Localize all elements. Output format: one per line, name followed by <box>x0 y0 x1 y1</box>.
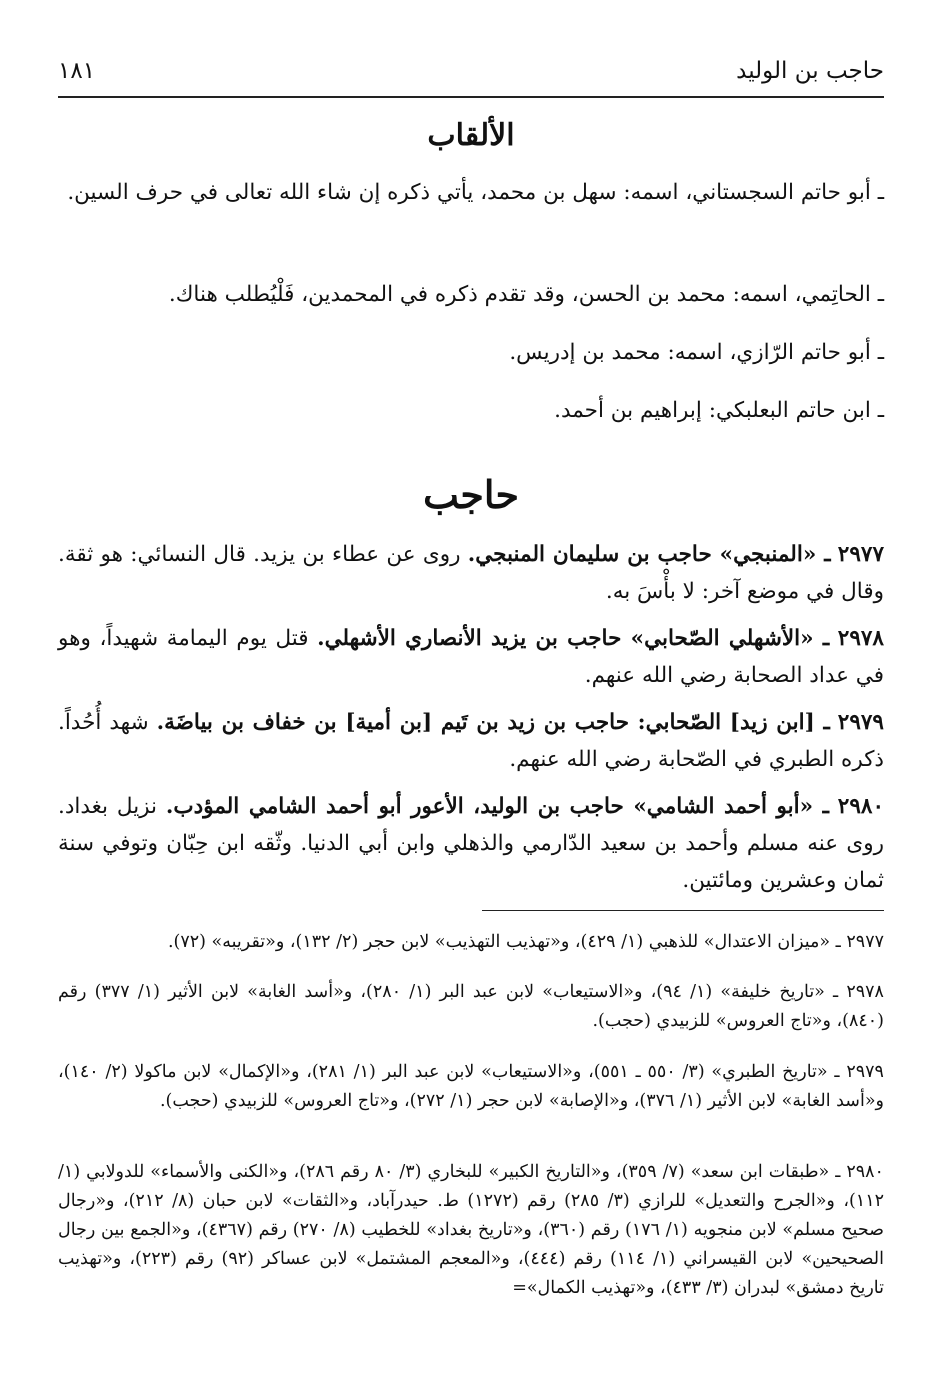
footnote <box>58 928 884 957</box>
entry-number: ٢٩٧٩ <box>837 710 884 735</box>
entry-text: نزيل بغداد. روى عنه مسلم وأحمد بن سعيد الدّارمي والذهلي وابن أبي الدنيا. وثّقه ابن حِبّان وتوفي سنة ثمان وعشرين ومائتين. <box>58 794 884 893</box>
footnote-text: ـ «تاريخ الطبري» (٣/ ٥٥٠ ـ ٥٥١)، و«الاستيعاب» لابن عبد البر (١/ ٢٨١)، و«الإكمال» لابن ماكولا (٢/ ١٤٠)، و«أسد الغابة» لابن الأثير (١/ ٣٧٦)، و«الإصابة» لابن حجر (١/ ٢٧٢)، و«تاج العروس» للزبيدي (حجب). <box>58 1062 884 1111</box>
entry-number: ٢٩٨٠ <box>837 794 884 819</box>
entry-text: شهد أُحُداً. ذكره الطبري في الصّحابة رضي الله عنهم. <box>58 710 884 772</box>
footnote-number: ٢٩٧٩ <box>846 1062 884 1082</box>
page-header <box>58 52 884 98</box>
alqab-entry: ـ أبو حاتم الرّازي، اسمه: محمد بن إدريس. <box>509 340 884 365</box>
biography-entry <box>58 536 884 610</box>
biography-entry <box>58 788 884 899</box>
alqab-entry: ـ أبو حاتم السجستاني، اسمه: سهل بن محمد، يأتي ذكره إن شاء الله تعالى في حرف السين. <box>67 180 884 205</box>
running-title: حاجب بن الوليد <box>736 58 884 84</box>
footnote-text: ـ «ميزان الاعتدال» للذهبي (١/ ٤٢٩)، و«تهذيب التهذيب» لابن حجر (٢/ ١٣٢)، و«تقريبه» (٧٢). <box>167 932 841 952</box>
entry-number: ٢٩٧٧ <box>837 542 884 567</box>
footnote-text: ـ «طبقات ابن سعد» (٧/ ٣٥٩)، و«التاريخ الكبير» للبخاري (٣/ ٨٠ رقم ٢٨٦)، و«الكنى والأسماء» للدولابي (١/ ١١٢)، و«الجرح والتعديل» للرازي (٣/ ٢٨٥) رقم (١٢٧٢) ط. حيدرآباد، و«الثقات» لابن حبان (٨/ ٢١٢)، و«رجال صحيح مسلم» لابن منجويه (١/ ١٧٦) رقم (٣٦٠)، و«تاريخ بغداد» للخطيب (٨/ ٢٧٠) رقم (٤٣٦٧)، و«الجمع بين رجال الصحيحين» لابن القيسراني (١/ ١١٤) رقم (٤٤٤)، و«المعجم المشتمل» لابن عساكر (٩٢) رقم (٢٢٣)، و«تهذيب تاريخ دمشق» لبدران (٣/ ٤٣٣)، و«تهذيب الكمال»= <box>58 1162 884 1298</box>
alqab-entry: ـ الحاتِمي، اسمه: محمد بن الحسن، وقد تقدم ذكره في المحمدين، فَلْيُطلب هناك. <box>168 282 884 307</box>
footnote-number: ٢٩٧٨ <box>846 982 884 1002</box>
page-number: ١٨١ <box>58 58 96 84</box>
alqab-entry: ـ ابن حاتم البعلبكي: إبراهيم بن أحمد. <box>554 398 884 423</box>
footnote-separator <box>482 910 884 911</box>
section-heading-hajib: حاجب <box>423 472 519 517</box>
footnote <box>58 978 884 1036</box>
entry-text: روى عن عطاء بن يزيد. قال النسائي: هو ثقة. وقال في موضع آخر: لا بأْسَ به. <box>58 542 884 604</box>
entry-heading: ـ «أبو أحمد الشامي» حاجب بن الوليد، الأعور أبو أحمد الشامي المؤدب. <box>165 794 829 819</box>
entry-heading: ـ «المنبجي» حاجب بن سليمان المنبجي. <box>467 542 831 567</box>
entry-number: ٢٩٧٨ <box>837 626 884 651</box>
footnote <box>58 1158 884 1303</box>
footnote-text: ـ «تاريخ خليفة» (١/ ٩٤)، و«الاستيعاب» لابن عبد البر (١/ ٢٨٠)، و«أسد الغابة» لابن الأثير (١/ ٣٧٧) رقم (٨٤٠)، و«تاج العروس» للزبيدي (حجب). <box>58 982 884 1031</box>
entry-heading: ـ «الأشهلي الصّحابي» حاجب بن يزيد الأنصاري الأشهلي. <box>317 626 830 651</box>
entry-heading: ـ [ابن زيد] الصّحابي: حاجب بن زيد بن تَيم [بن أمية] بن خفاف بن بياضَة. <box>156 710 830 735</box>
footnote-number: ٢٩٧٧ <box>846 932 884 952</box>
footnote-number: ٢٩٨٠ <box>846 1162 884 1182</box>
biography-entry <box>58 620 884 694</box>
entry-text: قتل يوم اليمامة شهيداً، وهو في عداد الصحابة رضي الله عنهم. <box>58 626 884 688</box>
section-heading-alqab: الألقاب <box>427 118 515 153</box>
biography-entry <box>58 704 884 778</box>
footnote <box>58 1058 884 1116</box>
